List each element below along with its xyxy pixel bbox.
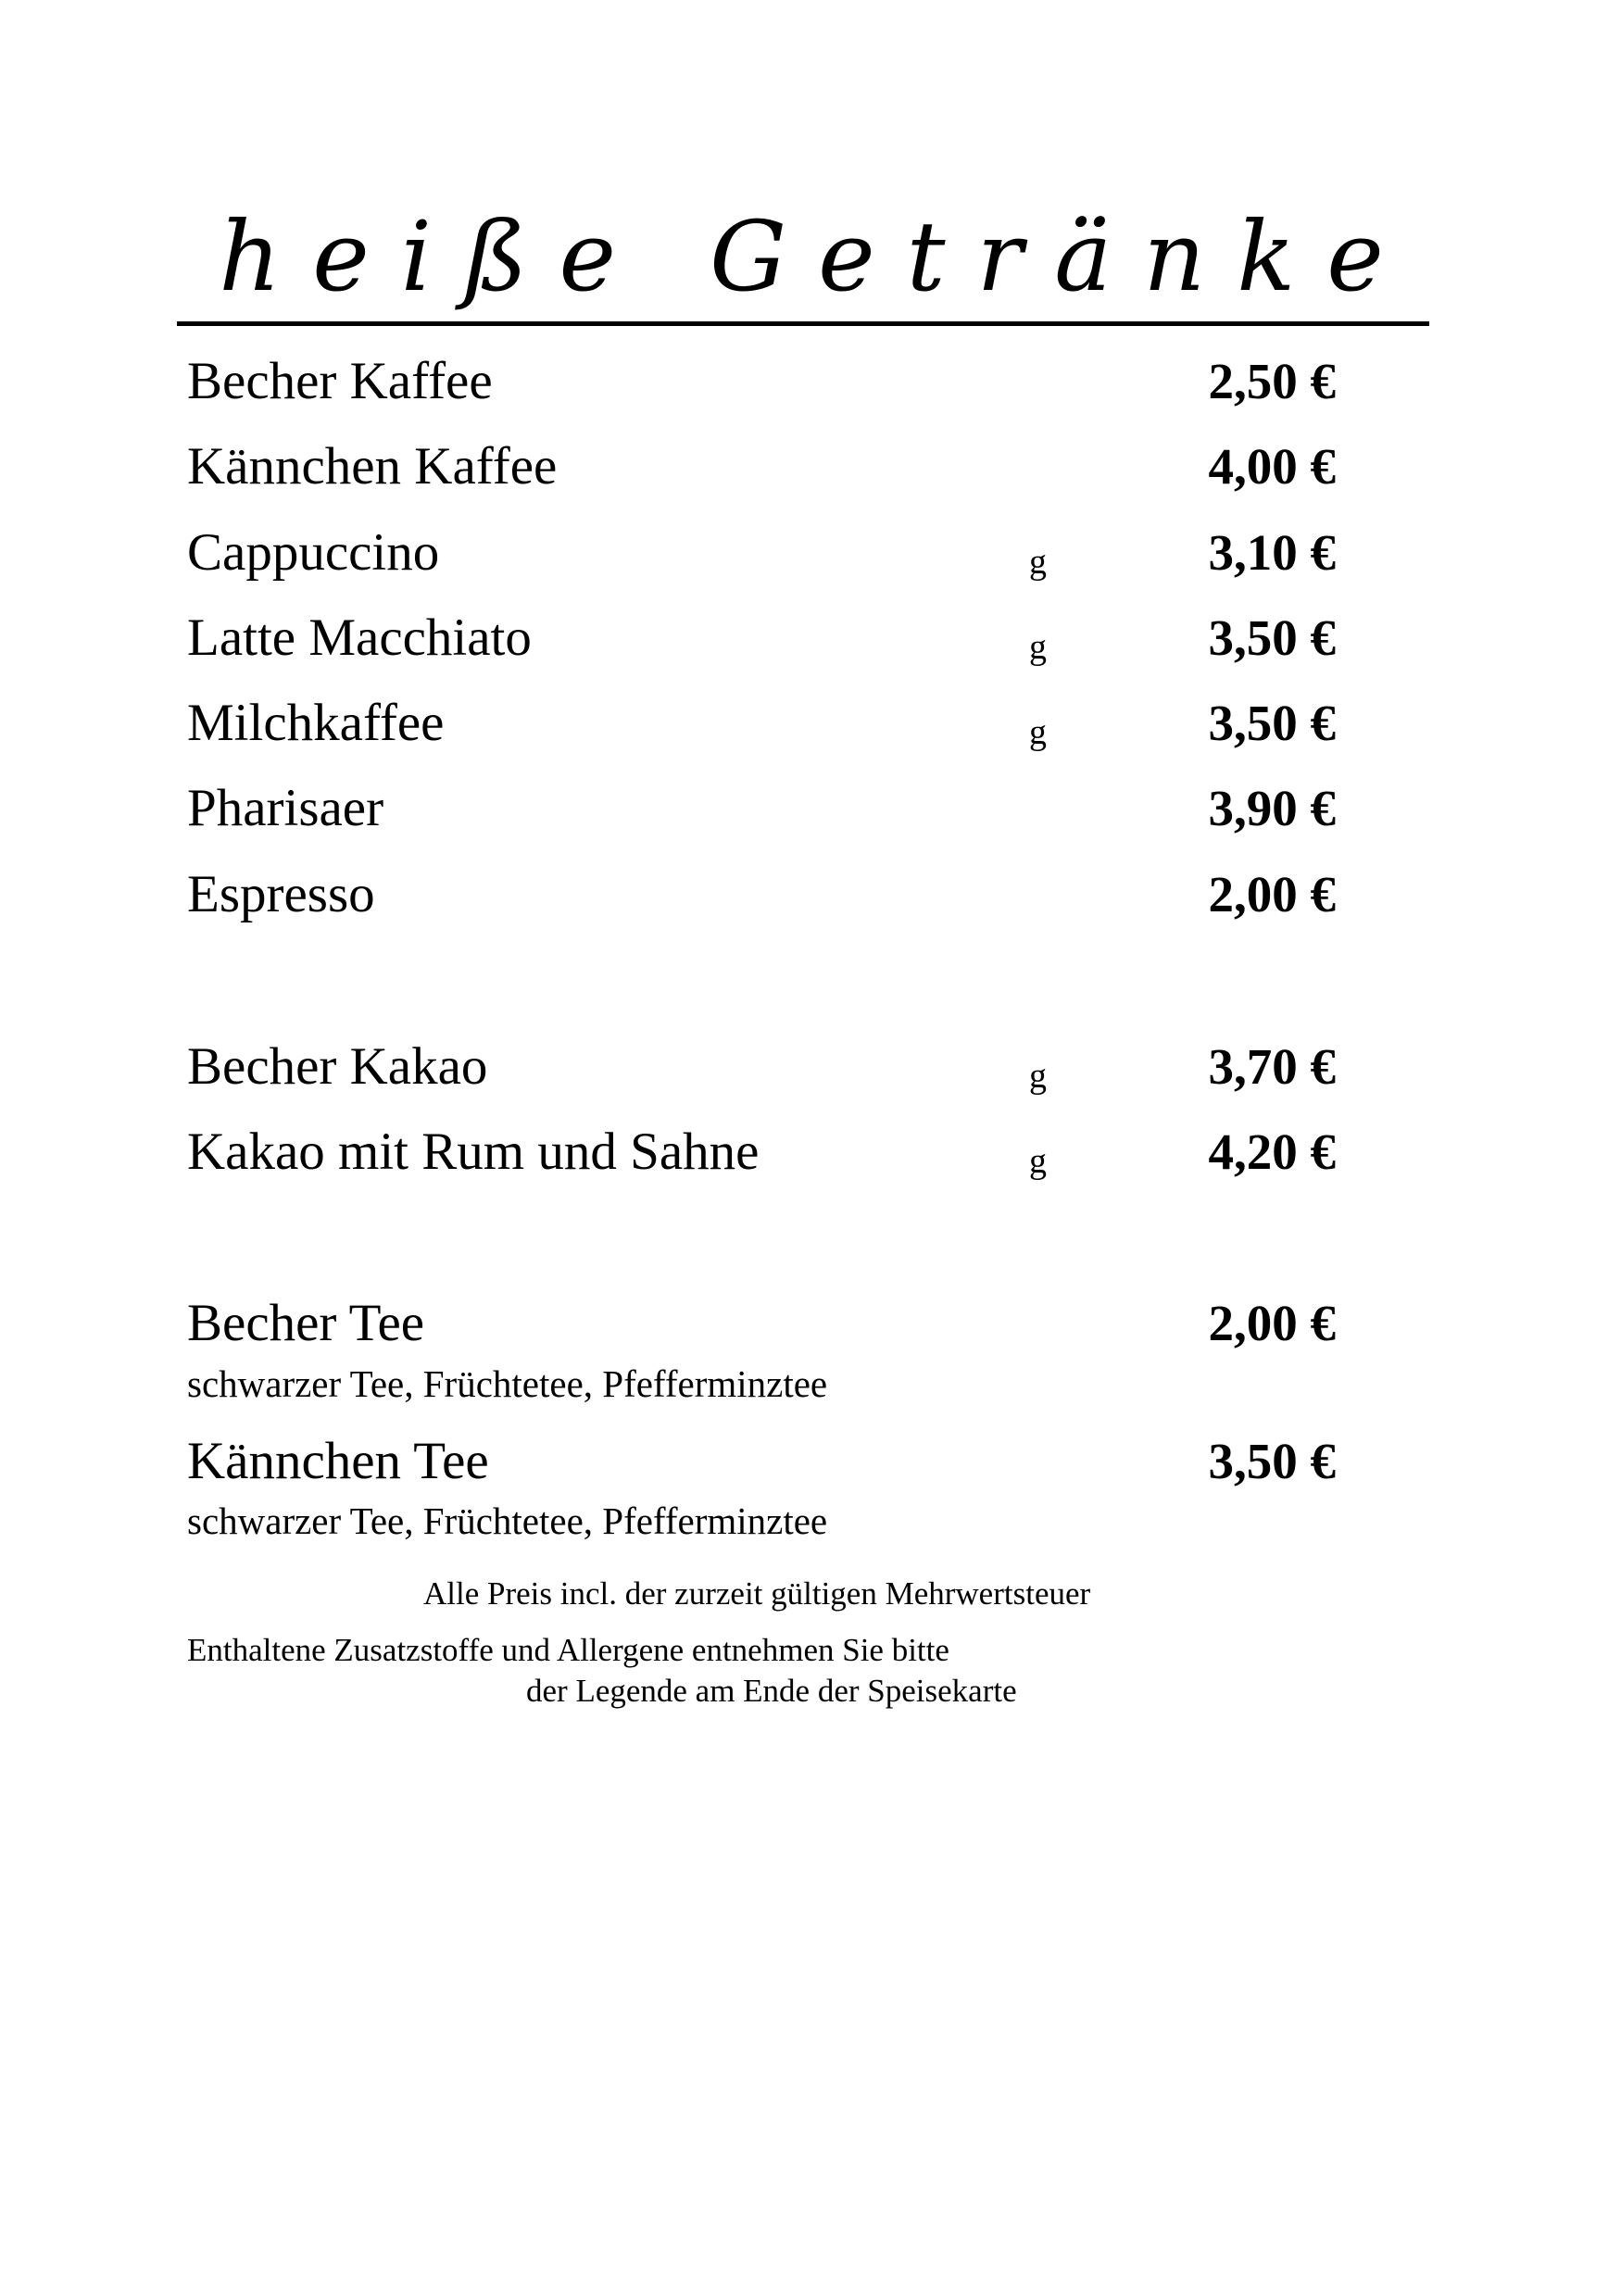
item-name: Kakao mit Rum und Sahne	[187, 1123, 760, 1181]
item-name: Kännchen Tee	[187, 1432, 489, 1490]
item-price: 4,20 €	[1208, 1123, 1336, 1180]
menu-item	[187, 349, 1336, 414]
item-price: 3,50 €	[1208, 695, 1336, 751]
item-name: Becher Tee	[187, 1294, 425, 1352]
item-description: schwarzer Tee, Früchtetee, Pfefferminztee	[187, 1362, 828, 1405]
item-price: 2,00 €	[1208, 1295, 1336, 1351]
item-description: schwarzer Tee, Früchtetee, Pfefferminztee	[187, 1499, 828, 1542]
item-allergen-mark: g	[1029, 543, 1047, 582]
menu-item	[187, 606, 1336, 671]
item-price: 3,70 €	[1208, 1038, 1336, 1095]
item-name: Latte Macchiato	[187, 609, 532, 667]
menu-item	[187, 776, 1336, 841]
menu-item	[187, 862, 1336, 927]
title-divider	[177, 321, 1429, 326]
item-price: 3,50 €	[1208, 1433, 1336, 1489]
allergen-note-line1: Enthaltene Zusatzstoffe und Allergene entnehmen Sie bitte	[187, 1632, 949, 1668]
vat-note: Alle Preis incl. der zurzeit gültigen Mehrwertsteuer	[423, 1575, 1091, 1612]
item-allergen-mark: g	[1029, 713, 1047, 752]
item-price: 2,00 €	[1208, 866, 1336, 922]
item-name: Kännchen Kaffee	[187, 437, 558, 496]
menu-item	[187, 521, 1336, 585]
item-price: 2,50 €	[1208, 353, 1336, 409]
menu-item	[187, 691, 1336, 756]
item-name: Cappuccino	[187, 523, 440, 582]
item-allergen-mark: g	[1029, 628, 1047, 667]
item-allergen-mark: g	[1029, 1142, 1047, 1181]
item-name: Pharisaer	[187, 779, 384, 837]
item-name: Becher Kakao	[187, 1037, 488, 1096]
menu-item	[187, 1120, 1336, 1185]
item-allergen-mark: g	[1029, 1057, 1047, 1096]
allergen-note-line2: der Legende am Ende der Speisekarte	[526, 1673, 1017, 1709]
menu-item	[187, 1429, 1336, 1494]
item-price: 3,90 €	[1208, 780, 1336, 836]
item-price: 4,00 €	[1208, 438, 1336, 495]
menu-item	[187, 1035, 1336, 1099]
item-price: 3,10 €	[1208, 524, 1336, 581]
item-price: 3,50 €	[1208, 609, 1336, 666]
page-title: heiße Getränke	[219, 200, 1415, 313]
item-name: Milchkaffee	[187, 694, 445, 752]
menu-item	[187, 434, 1336, 499]
item-name: Espresso	[187, 865, 375, 923]
item-name: Becher Kaffee	[187, 352, 493, 410]
menu-item	[187, 1291, 1336, 1356]
